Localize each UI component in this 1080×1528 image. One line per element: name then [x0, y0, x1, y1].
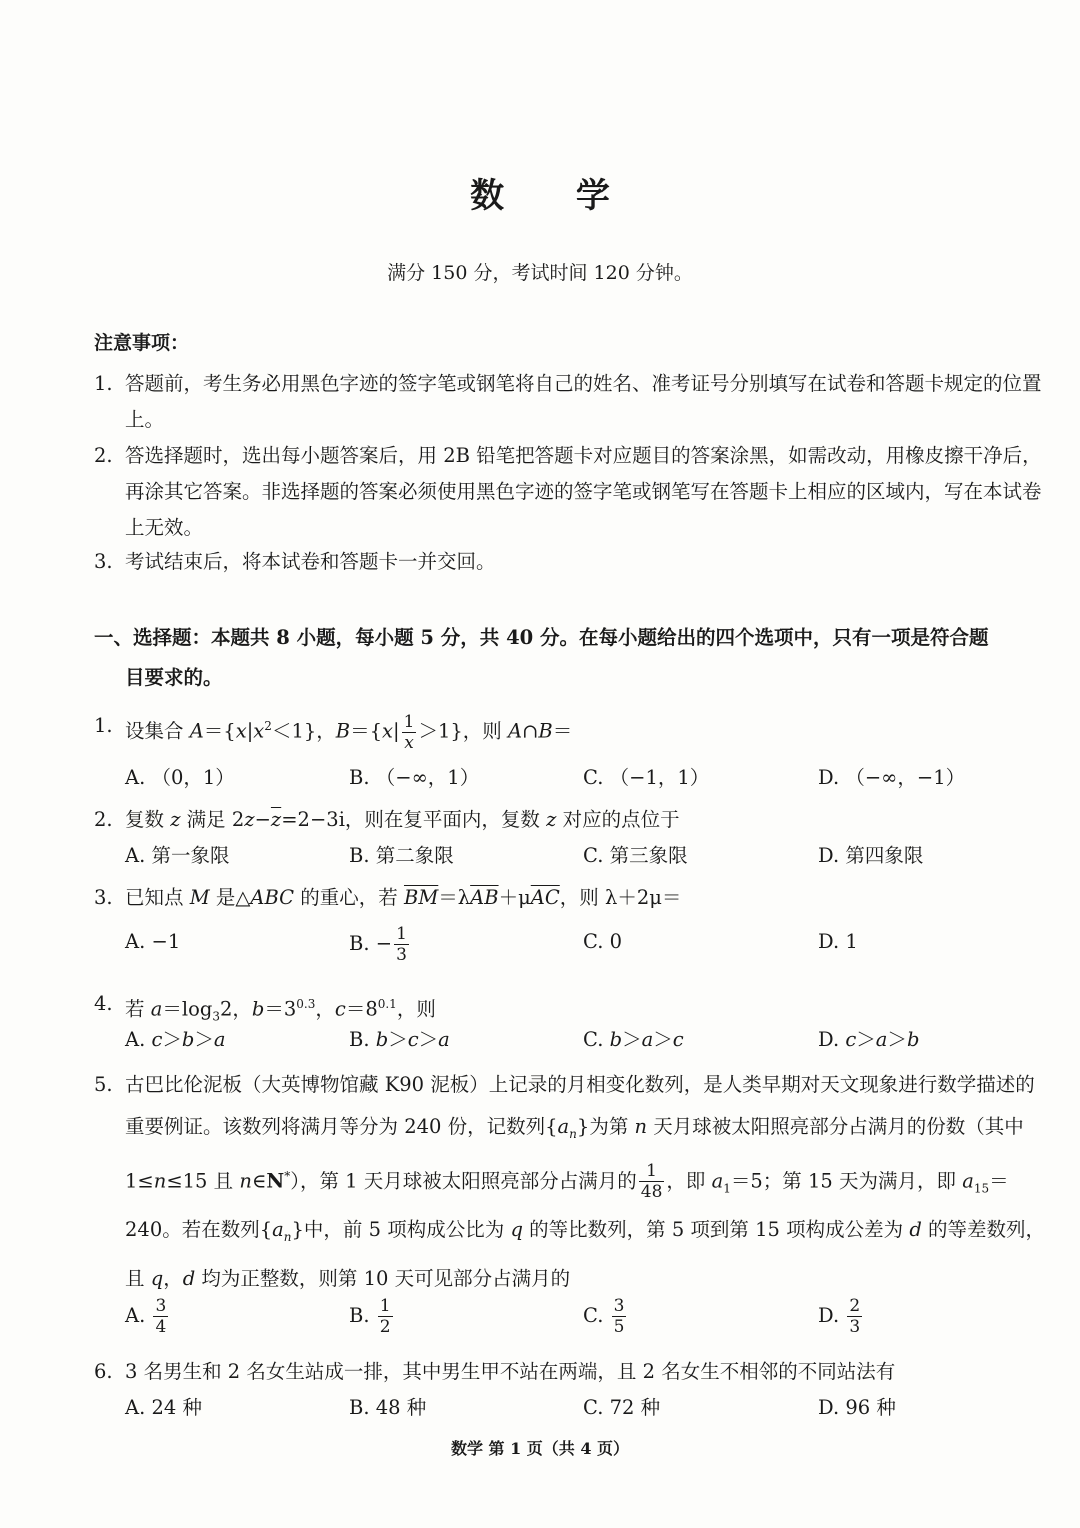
- section-heading-line1: 一、选择题：本题共 8 小题，每小题 5 分，共 40 分。在每小题给出的四个选项中，只有一项是符合题: [94, 626, 989, 649]
- option-a: A. −1: [125, 930, 181, 953]
- question-text: 若 $a=\log_32$，$b=3^{0.3}$，$c=8^{0.1}$，则: [125, 997, 436, 1024]
- question-3: [94, 878, 1054, 918]
- option-c: C. $\frac{3}{5}$: [583, 1296, 625, 1337]
- option-a: A. （0，1）: [125, 766, 235, 789]
- option-c: C. 第三象限: [583, 844, 688, 867]
- note-text: 答题前，考生务必用黑色字迹的签字笔或钢笔将自己的姓名、准考证号分别填写在试卷和答题卡规定的位置上。: [125, 372, 1042, 431]
- option-b: B. （−∞，1）: [349, 766, 480, 789]
- option-b: B. $\frac{1}{2}$: [349, 1296, 391, 1337]
- page-title: 数 学: [470, 176, 640, 216]
- question-number: 2.: [94, 808, 113, 831]
- question-text: 3 名男生和 2 名女生站成一排，其中男生甲不站在两端，且 2 名女生不相邻的不同站法有: [125, 1360, 896, 1383]
- note-number: 1.: [94, 372, 113, 395]
- question-5-options: [125, 1296, 1025, 1336]
- question-2-options: [125, 840, 1025, 880]
- question-1: [94, 706, 1054, 753]
- option-d: D. 1: [818, 930, 858, 953]
- note-item: [94, 544, 1048, 580]
- question-text: 已知点 M 是△ABC 的重心，若 $\overline{BM}=\lambda\overline{AB}+\mu\overline{AC}$，则 λ＋2μ＝: [125, 886, 682, 909]
- note-text: 答选择题时，选出每小题答案后，用 2B 铅笔把答题卡对应题目的答案涂黑，如需改动，用橡皮擦干净后，再涂其它答案。非选择题的答案必须使用黑色字迹的签字笔或钢笔写在答题卡上相应的区域内，写在本试卷上无效。: [125, 444, 1042, 539]
- note-item: [94, 366, 1048, 438]
- note-number: 2.: [94, 444, 113, 467]
- option-d: D. 96 种: [818, 1396, 896, 1419]
- notes-heading: 注意事项：: [94, 332, 190, 354]
- question-2: [94, 800, 1054, 840]
- exam-subtitle: 满分 150 分，考试时间 120 分钟。: [387, 262, 693, 284]
- option-b: B. 48 种: [349, 1396, 427, 1419]
- option-a: A. $\frac{3}{4}$: [125, 1296, 167, 1337]
- question-5: [94, 1064, 1054, 1300]
- question-text: 古巴比伦泥板（大英博物馆藏 K90 泥板）上记录的月相变化数列，是人类早期对天文现象进行数学描述的重要例证。该数列将满月等分为 240 份，记数列$\{a_n\}$为第 n 天月球被太阳照亮部分占满月的份数（其中 1≤n≤15 且 n∈N*），第 1 天月球被太阳照亮部分占满月的 $\frac{1}{48}$ ，即 $a_1=5$；第 15 天为满月，即 $a_{15}=240$。若在数列$\{a_n\}$中，前 5 项构成公比为 q 的等比数列，第 5 项到第 15 项构成公差为 d 的等差数列，且 q，d 均为正整数，则第 10 天可见部分占满月的: [125, 1073, 1046, 1291]
- option-c: C. b＞a＞c: [583, 1028, 684, 1051]
- question-text: 设集合 $A=\{x|x^2<1\}$，B＝{x| $\frac{1}{x}$ ＞1}，则 A∩B＝: [125, 711, 573, 753]
- option-c: C. 0: [583, 930, 623, 953]
- option-c: C. （−1，1）: [583, 766, 710, 789]
- question-6: [94, 1352, 1054, 1392]
- option-d: D. c＞a＞b: [818, 1028, 920, 1051]
- question-4-options: [125, 1024, 1025, 1064]
- option-d: D. $\frac{2}{3}$: [818, 1296, 861, 1337]
- option-b: B. b＞c＞a: [349, 1028, 450, 1051]
- option-b: B. − $\frac{1}{3}$: [349, 924, 407, 965]
- option-d: D. 第四象限: [818, 844, 924, 867]
- option-a: A. c＞b＞a: [125, 1028, 226, 1051]
- question-number: 3.: [94, 886, 113, 909]
- section-heading: [94, 618, 1048, 698]
- option-b: B. 第二象限: [349, 844, 454, 867]
- question-number: 6.: [94, 1360, 113, 1383]
- page-footer: 数学 第 1 页（共 4 页）: [450, 1439, 630, 1458]
- section-heading-line2: 目要求的。: [125, 666, 223, 689]
- option-c: C. 72 种: [583, 1396, 661, 1419]
- option-a: A. 第一象限: [125, 844, 230, 867]
- question-number: 5.: [94, 1073, 113, 1096]
- question-number: 4.: [94, 992, 113, 1015]
- question-6-options: [125, 1392, 1025, 1432]
- note-text: 考试结束后，将本试卷和答题卡一并交回。: [125, 550, 496, 573]
- question-number: 1.: [94, 714, 113, 737]
- question-text: 复数 z 满足 $2z-\overline{z}=2-3i$，则在复平面内，复数 z 对应的点位于: [125, 808, 680, 831]
- option-d: D. （−∞，−1）: [818, 766, 966, 789]
- option-a: A. 24 种: [125, 1396, 202, 1419]
- question-1-options: [125, 762, 1025, 802]
- question-3-options: [125, 924, 1025, 970]
- note-number: 3.: [94, 550, 113, 573]
- note-item: [94, 438, 1048, 546]
